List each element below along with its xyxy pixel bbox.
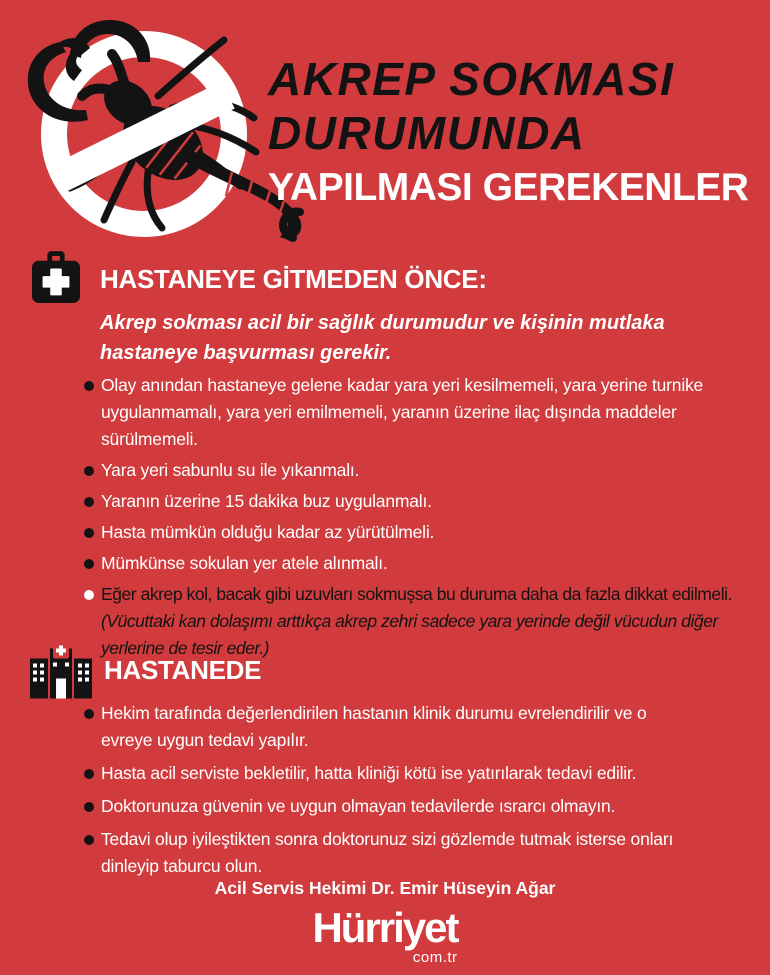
bullet-dot bbox=[84, 590, 94, 600]
bullet-dot bbox=[84, 466, 94, 476]
list-item bbox=[84, 519, 761, 546]
section-before-hospital-header bbox=[32, 250, 487, 308]
hurriyet-logo bbox=[312, 906, 457, 966]
list-item-text: Olay anından hastaneye gelene kadar yara yeri kesilmemeli, yara yerine turnike uygulanmamalı, yara yeri emilmemeli, yaranın üzerine ilaç dışında maddeler sürülmemeli. bbox=[101, 375, 704, 449]
bullet-dot bbox=[84, 559, 94, 569]
first-aid-kit-icon bbox=[32, 250, 80, 308]
bullet-dot bbox=[84, 381, 94, 391]
bullet-dot bbox=[84, 802, 94, 812]
list-item bbox=[84, 372, 761, 453]
list-item bbox=[84, 760, 696, 787]
list-item-text: Doktorunuza güvenin ve uygun olmayan tedavilerde ısrarcı olmayın. bbox=[101, 796, 616, 816]
list-item bbox=[84, 826, 696, 880]
list-item bbox=[84, 457, 761, 484]
bullet-dot bbox=[84, 497, 94, 507]
list-item bbox=[84, 488, 761, 515]
list-item-text: Hekim tarafında değerlendirilen hastanın klinik durumu evrelendirilir ve o evreye uygun tedavi yapılır. bbox=[101, 703, 647, 750]
section-hospital-heading: HASTANEDE bbox=[104, 655, 262, 685]
hurriyet-wordmark: Hürriyet bbox=[312, 904, 458, 951]
title-line-3: YAPILMASI GEREKENLER bbox=[268, 166, 749, 209]
bullet-dot bbox=[84, 835, 94, 845]
list-item-text: Hasta mümkün olduğu kadar az yürütülmeli. bbox=[101, 522, 435, 542]
section-before-hospital-heading: HASTANEYE GİTMEDEN ÖNCE: bbox=[100, 263, 487, 294]
list-item bbox=[84, 793, 696, 820]
list-item-note: (Vücuttaki kan dolaşımı arttıkça akrep zehri sadece yara yerinde değil vücudun diğer yerlerine de tesir eder.) bbox=[101, 611, 718, 658]
section-hospital-header bbox=[30, 642, 261, 699]
intro-text: Akrep sokması acil bir sağlık durumudur ve kişinin mutlaka hastaneye başvurması gerekir. bbox=[100, 312, 665, 364]
list-item-main: Eğer akrep kol, bacak gibi uzuvları sokmuşsa bu duruma daha da fazla dikkat edilmeli. bbox=[101, 584, 732, 604]
title-line-2: DURUMUNDA bbox=[268, 107, 586, 159]
bullet-dot bbox=[84, 769, 94, 779]
list-item-text: Mümkünse sokulan yer atele alınmalı. bbox=[101, 553, 388, 573]
before-hospital-list bbox=[84, 372, 761, 662]
poster-title bbox=[268, 52, 748, 211]
bullet-dot bbox=[84, 528, 94, 538]
list-item-text: Hasta acil serviste bekletilir, hatta kliniği kötü ise yatırılarak tedavi edilir. bbox=[101, 763, 637, 783]
list-item bbox=[84, 700, 696, 754]
list-item-text: Yaranın üzerine 15 dakika buz uygulanmalı. bbox=[101, 491, 432, 511]
hurriyet-domain: com.tr bbox=[412, 949, 458, 967]
list-item-text: Tedavi olup iyileştikten sonra doktorunuz sizi gözlemde tutmak isterse onları dinleyip taburcu olun. bbox=[101, 829, 674, 876]
list-item-text: Yara yeri sabunlu su ile yıkanmalı. bbox=[101, 460, 360, 480]
author-credit: Acil Servis Hekimi Dr. Emir Hüseyin Ağar bbox=[214, 878, 556, 898]
bullet-dot bbox=[84, 709, 94, 719]
hospital-list bbox=[84, 700, 696, 880]
list-item bbox=[84, 550, 761, 577]
hospital-building-icon bbox=[30, 642, 92, 699]
title-line-1: AKREP SOKMASI bbox=[268, 53, 675, 105]
